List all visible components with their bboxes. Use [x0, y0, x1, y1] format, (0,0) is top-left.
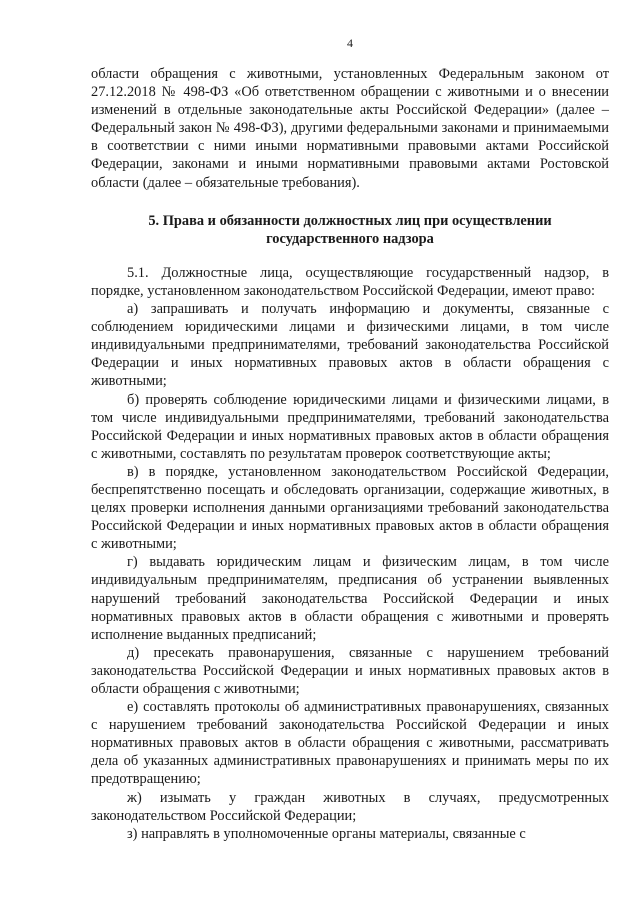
list-item-d: д) пресекать правонарушения, связанные с нарушением требований законодательства Российской Федерации и иных нормативных правовых актов в области обращения с животными; — [91, 644, 609, 697]
list-item-a: а) запрашивать и получать информацию и документы, связанные с соблюдением юридическими лицами и физическими лицами, в том числе индивидуальными предпринимателями, требований законодательства Российской Федерации и иных нормативных правовых актов в области обращения с животными; — [91, 301, 609, 390]
clause-5-1: 5.1. Должностные лица, осуществляющие государственный надзор, в порядке, установленном законодательством Российской Федерации, имеют право: — [91, 264, 609, 299]
page-number: 4 — [347, 36, 353, 50]
list-item-g: г) выдавать юридическим лицам и физическим лицам, в том числе индивидуальным предпринимателям, предписания об устранении выявленных нарушений требований законодательства Российской Федерации и иных нормативных правовых актов в области обращения с животными и проверять исполнение выданных предписаний; — [91, 554, 609, 643]
list-item-v: в) в порядке, установленном законодательством Российской Федерации, беспрепятственно посещать и обследовать организации, содержащие животных, в целях проверки исполнения данными организациями требований законодательства Российской Федерации и иных нормативных правовых актов в области обращения с животными; — [91, 463, 609, 553]
section-heading-line-2: государственного надзора — [266, 230, 434, 247]
list-item-zh: ж) изымать у граждан животных в случаях, предусмотренных законодательством Российской Федерации; — [91, 789, 609, 824]
section-heading-line-1: 5. Права и обязанности должностных лиц при осуществлении — [148, 212, 552, 229]
list-item-e: е) составлять протоколы об административных правонарушениях, связанных с нарушением требований законодательства Российской Федерации и иных нормативных правовых актов в области обращения с животными, рассматривать дела об указанных административных правонарушениях и принимать меры по их предотвращению; — [91, 699, 609, 788]
intro-paragraph: области обращения с животными, установленных Федеральным законом от 27.12.2018 № 498-ФЗ «Об ответственном обращении с животными и о внесении изменений в отдельные законодательные акты Российской Федерации» (далее – Федеральный закон № 498-ФЗ), другими федеральными законами и принимаемыми в соответствии с ними иными нормативными правовыми актами Российской Федерации, законами и иными нормативными правовыми актами Ростовской области (далее – обязательные требования). — [91, 66, 609, 191]
section-heading — [91, 212, 609, 248]
document-page — [91, 36, 609, 843]
list-item-b: б) проверять соблюдение юридическими лицами и физическими лицами, в том числе индивидуальными предпринимателями, требований законодательства Российской Федерации и иных нормативных правовых актов в области обращения с животными, составлять по результатам проверок соответствующие акты; — [91, 391, 609, 462]
list-item-z: з) направлять в уполномоченные органы материалы, связанные с — [127, 825, 526, 842]
